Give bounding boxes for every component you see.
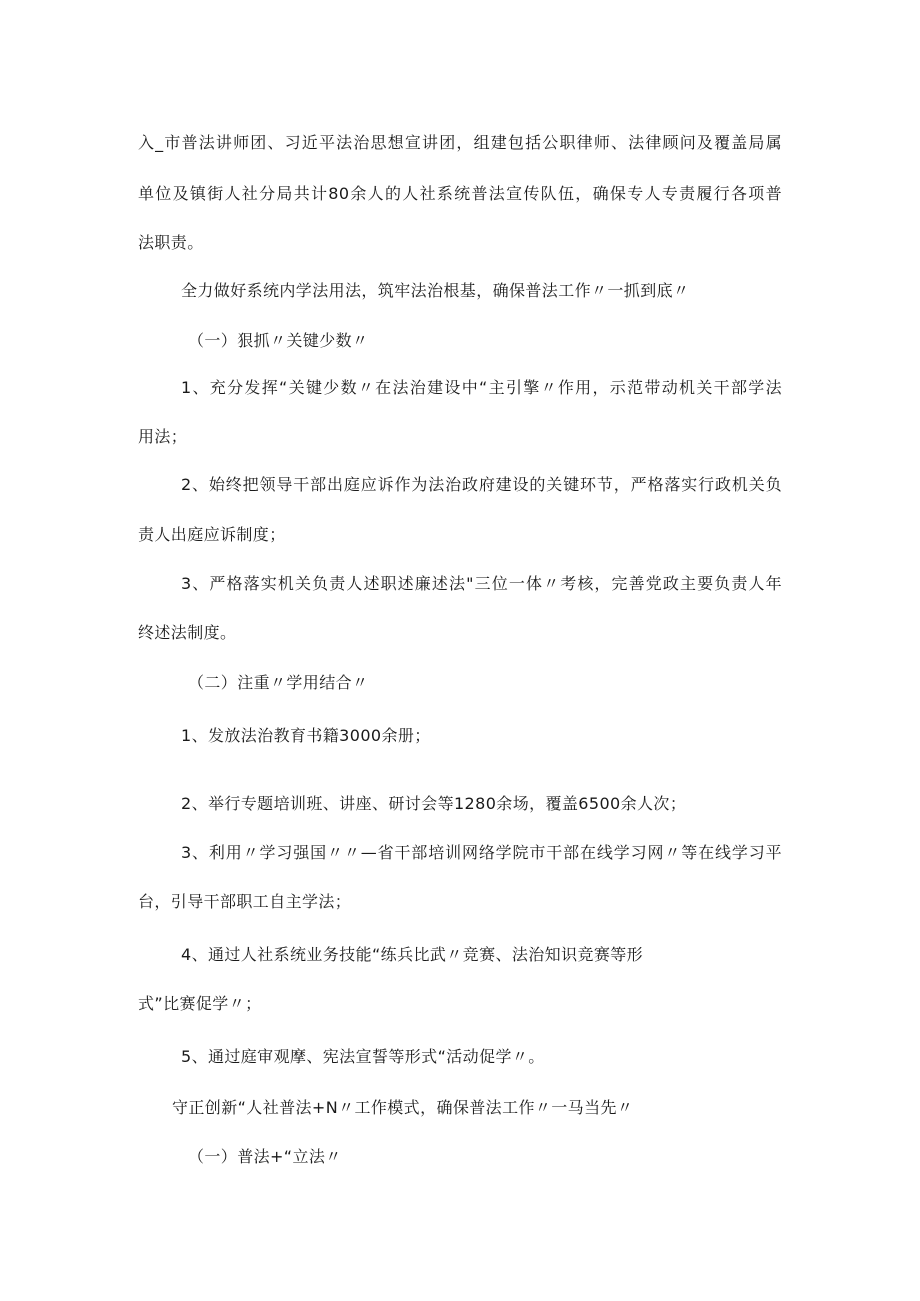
list-item-1-1-cont: 用法； <box>138 427 188 446</box>
paragraph-line-3: 法职责。 <box>138 233 204 252</box>
list-item-2-5: 5、通过庭审观摩、宪法宣誓等形式“活动促学〃。 <box>181 1047 545 1066</box>
section-heading: 全力做好系统内学法用法，筑牢法治根基，确保普法工作〃一抓到底〃 <box>181 281 690 300</box>
subsection-heading-1: （一）狠抓〃关键少数〃 <box>188 331 369 350</box>
list-item-1-3: 3、严格落实机关负责人述职述廉述法"三位一体〃考核，完善党政主要负责人年 <box>181 574 782 593</box>
list-item-2-1: 1、发放法治教育书籍3000余册； <box>181 726 431 745</box>
list-item-2-4: 4、通过人社系统业务技能“练兵比武〃竞赛、法治知识竞赛等形 <box>181 945 644 964</box>
list-item-2-2: 2、举行专题培训班、讲座、研讨会等1280余场，覆盖6500余人次； <box>181 794 687 813</box>
subsection-heading-2: （二）注重〃学用结合〃 <box>188 673 369 692</box>
section-heading-2: 守正创新“人社普法+N〃工作模式，确保普法工作〃一马当先〃 <box>172 1098 634 1117</box>
paragraph-line-1: 入_市普法讲师团、习近平法治思想宣讲团，组建包括公职律师、法律顾问及覆盖局属 <box>138 133 782 152</box>
list-item-1-1: 1、充分发挥“关键少数〃在法治建设中“主引擎〃作用，示范带动机关干部学法 <box>181 378 782 397</box>
list-item-2-3: 3、利用〃学习强国〃〃—省干部培训网络学院市干部在线学习网〃等在线学习平 <box>181 843 782 862</box>
list-item-1-2: 2、始终把领导干部出庭应诉作为法治政府建设的关键环节，严格落实行政机关负 <box>181 475 782 494</box>
list-item-2-4-cont: 式”比赛促学〃； <box>138 994 262 1013</box>
list-item-1-2-cont: 责人出庭应诉制度； <box>138 525 286 544</box>
paragraph-line-2: 单位及镇街人社分局共计80余人的人社系统普法宣传队伍，确保专人专责履行各项普 <box>138 184 782 203</box>
list-item-1-3-cont: 终述法制度。 <box>138 623 237 642</box>
list-item-2-3-cont: 台，引导干部职工自主学法； <box>138 892 352 911</box>
subsection-heading-3: （一）普法+“立法〃 <box>188 1147 342 1166</box>
